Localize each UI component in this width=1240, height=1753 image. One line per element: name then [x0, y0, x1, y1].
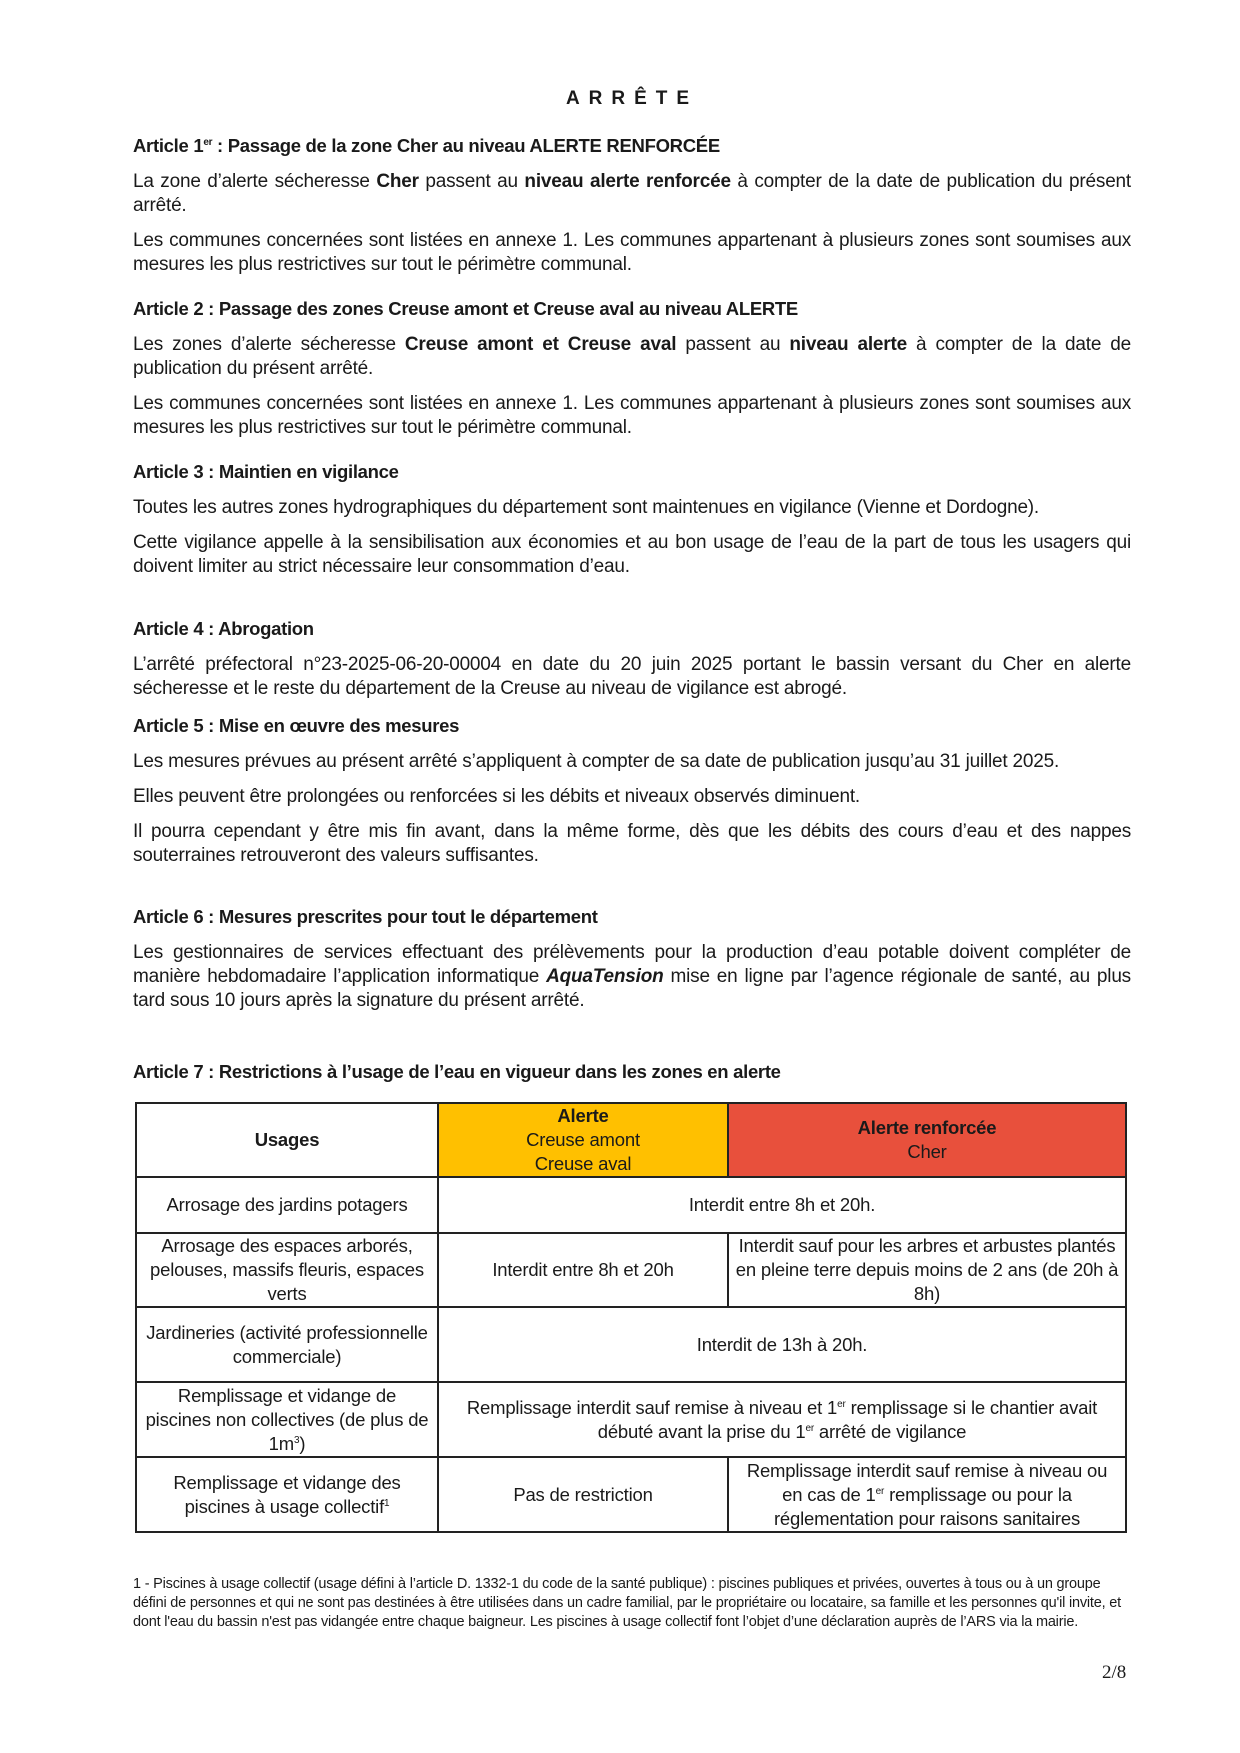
article-2-paragraph-2: Les communes concernées sont listées en annexe 1. Les communes appartenant à plusieurs zones sont soumises aux mesures les plus restrictives sur tout le périmètre communal. [133, 393, 1131, 438]
table-row [136, 1457, 1126, 1532]
article-1-heading: Article 1er : Passage de la zone Cher au niveau ALERTE RENFORCÉE [133, 135, 720, 156]
article-2 [133, 297, 1131, 440]
usage-cell: Remplissage et vidange de piscines non collectives (de plus de $1m^3$) [136, 1382, 438, 1457]
page-number: 2/8 [1102, 1662, 1127, 1683]
article-1-paragraph-1: La zone d’alerte sécheresse Cher passent au niveau alerte renforcée à compter de la date de publication du présent arrêté. [133, 171, 1132, 216]
restrictions-table [135, 1102, 1127, 1533]
article-6-heading: Article 6 : Mesures prescrites pour tout le département [133, 906, 598, 927]
header-alerte-renforcee: Alerte renforcée Cher [728, 1103, 1126, 1177]
article-3 [133, 460, 1131, 579]
article-3-paragraph-1: Toutes les autres zones hydrographiques du département sont maintenues en vigilance (Vienne et Dordogne). [133, 497, 1040, 518]
article-2-heading: Article 2 : Passage des zones Creuse amont et Creuse aval au niveau ALERTE [133, 298, 798, 319]
article-5-paragraph-1: Les mesures prévues au présent arrêté s’appliquent à compter de sa date de publication jusqu’au 31 juillet 2025. [133, 751, 1060, 772]
article-4-paragraph-1: L’arrêté préfectoral n°23-2025-06-20-00004 en date du 20 juin 2025 portant le bassin versant du Cher en alerte sécheresse et le reste du département de la Creuse au niveau de vigilance est abrogé. [133, 654, 1131, 699]
article-1 [133, 134, 1131, 277]
restriction-cell-alerte: Pas de restriction [438, 1457, 728, 1532]
footnote: 1 - Piscines à usage collectif (usage défini à l’article D. 1332-1 du code de la santé publique) : piscines publiques et privées, ouvertes à tous ou à un groupe défini de personnes et qui ne sont pas destinées à être utilisées dans un cadre familial, par le propriétaire ou locataire, sa famille et les personnes qu'il invite, et dont l'eau du bassin n'est pas vidangée entre chaque baigneur. Les piscines à usage collectif font l’objet d’une déclaration auprès de l’ARS via la mairie. [133, 1576, 1121, 1630]
document-title: ARRÊTE [565, 88, 699, 109]
article-5-paragraph-2: Elles peuvent être prolongées ou renforcées si les débits et niveaux observés diminuent. [133, 786, 860, 807]
usage-cell: Remplissage et vidange des piscines à usage collectif$^1$ [136, 1457, 438, 1532]
restriction-cell: Remplissage interdit sauf remise à niveau et 1er remplissage si le chantier avait débuté avant la prise du 1er arrêté de vigilance [438, 1382, 1126, 1457]
table-row [136, 1177, 1126, 1233]
article-7-heading: Article 7 : Restrictions à l’usage de l’eau en vigueur dans les zones en alerte [133, 1061, 781, 1082]
table-row [136, 1307, 1126, 1382]
usage-cell: Arrosage des jardins potagers [136, 1177, 438, 1233]
article-2-paragraph-1: Les zones d’alerte sécheresse Creuse amont et Creuse aval passent au niveau alerte à compter de la date de publication du présent arrêté. [133, 334, 1131, 379]
article-1-paragraph-2: Les communes concernées sont listées en annexe 1. Les communes appartenant à plusieurs zones sont soumises aux mesures les plus restrictives sur tout le périmètre communal. [133, 230, 1131, 275]
table-row [136, 1382, 1126, 1457]
article-6-paragraph-1: Les gestionnaires de services effectuant des prélèvements pour la production d’eau potable doivent compléter de manière hebdomadaire l’application informatique AquaTension mise en ligne par l’agence régionale de santé, au plus tard sous 10 jours après la signature du présent arrêté. [133, 942, 1131, 1011]
table-row [136, 1233, 1126, 1307]
usage-cell: Arrosage des espaces arborés, pelouses, massifs fleuris, espaces verts [136, 1233, 438, 1307]
article-5-paragraph-3: Il pourra cependant y être mis fin avant, dans la même forme, dès que les débits des cours d’eau et des nappes souterraines retrouveront des valeurs suffisantes. [133, 821, 1131, 866]
header-alerte: Alerte Creuse amont Creuse aval [438, 1103, 728, 1177]
restriction-cell-renforcee: Interdit sauf pour les arbres et arbustes plantés en pleine terre depuis moins de 2 ans (de 20h à 8h) [728, 1233, 1126, 1307]
article-3-heading: Article 3 : Maintien en vigilance [133, 461, 399, 482]
usage-cell: Jardineries (activité professionnelle commerciale) [136, 1307, 438, 1382]
article-3-paragraph-2: Cette vigilance appelle à la sensibilisation aux économies et au bon usage de l’eau de la part de tous les usagers qui doivent limiter au strict nécessaire leur consommation d’eau. [133, 532, 1131, 577]
table-header-row [136, 1103, 1126, 1177]
article-4-heading: Article 4 : Abrogation [133, 618, 314, 639]
header-usages: Usages [136, 1103, 438, 1177]
restriction-cell-renforcee: Remplissage interdit sauf remise à niveau ou en cas de 1er remplissage ou pour la réglementation pour raisons sanitaires [728, 1457, 1126, 1532]
restriction-cell: Interdit entre 8h et 20h. [438, 1177, 1126, 1233]
article-4 [133, 617, 1131, 701]
article-5-heading: Article 5 : Mise en œuvre des mesures [133, 715, 460, 736]
article-7 [133, 1060, 1131, 1084]
article-5 [133, 714, 1131, 868]
restriction-cell: Interdit de 13h à 20h. [438, 1307, 1126, 1382]
article-6 [133, 905, 1131, 1013]
restriction-cell-alerte: Interdit entre 8h et 20h [438, 1233, 728, 1307]
